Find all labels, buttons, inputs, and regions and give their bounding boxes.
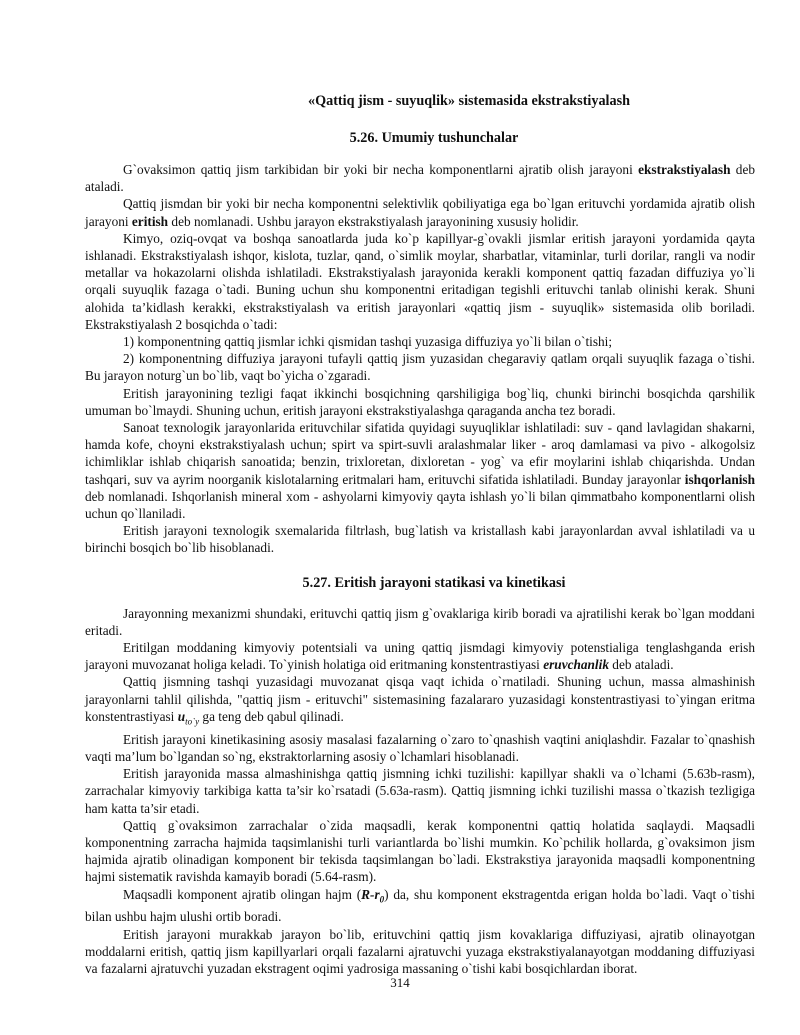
paragraph: Jarayonning mexanizmi shundaki, erituvchi qattiq jism g`ovaklariga kirib boradi va ajratilishi kerak bo`lgan moddani eritadi.	[85, 605, 755, 638]
page-content	[85, 92, 755, 977]
document-title: «Qattiq jism - suyuqlik» sistemasida ekstrakstiyalash	[307, 93, 631, 109]
text-run: G`ovaksimon qattiq jism tarkibidan bir yoki bir necha komponentlarni ajratib olish jarayoni	[123, 162, 639, 177]
text-run: Sanoat texnologik jarayonlarida erituvchilar sifatida quyidagi suyuqliklar ishlatiladi: suv - qand lavlagidan shakarni, hamda kofe, choyni ekstrakstiyalash uchun; spirt va spirt-suvli aralashmalar liker - aroq damlamasi va pivo - alkogolsiz ichimliklar ishlab chiqarish sanoatida; benzin, trixloretan, dixloretan - yog` va efir moylarini ishlab chiqarishda. Undan tashqari, suv va ayrim noorganik kislotalarning eritmalari ham, erituvchi sifatida ishlatiladi. Bunday jarayonlar	[85, 420, 755, 487]
symbol-u: u	[177, 708, 186, 724]
symbol-subscript: 0	[379, 894, 385, 905]
section-heading-5-27: 5.27. Eritish jarayoni statikasi va kinetikasi	[302, 574, 566, 591]
paragraph	[85, 419, 755, 522]
section-heading-5-26: 5.26. Umumiy tushunchalar	[349, 130, 519, 146]
page-number: 314	[390, 975, 410, 990]
paragraph: Eritish jarayonining tezligi faqat ikkinchi bosqichning qarshiligiga bog`liq, chunki birinchi bosqichda qarshilik umuman bo`lmaydi. Shuning uchun, eritish jarayoni ekstrakstiyalashga qaraganda ancha tez boradi.	[85, 385, 755, 418]
text-run: ga teng deb qabul qilinadi.	[199, 708, 344, 724]
paragraph: Eritish jarayoni kinetikasining asosiy masalasi fazalarning o`zaro to`qnashish vaqtini aniqlashdir. Fazalar to`qnashish vaqti ma’lum bo`lgandan so`ng, ekstraktorlarning asosiy o`lchamlari hisoblanadi.	[85, 731, 755, 764]
paragraph: Kimyo, oziq-ovqat va boshqa sanoatlarda juda ko`p kapillyar-g`ovakli jismlar eritish jarayoni yordamida qayta ishlanadi. Ekstrakstiyalash ishqor, kislota, tuzlar, qand, o`simlik moylar, sharbatlar, vitaminlar, turli dorilar, rangli va nodir metallar va hokazolarni olishda ishlatiladi. Ekstrakstiyalash jarayonida kerakli komponent qattiq fazadan diffuziya yo`li orqali suyuqlik fazaga o`tadi. Buning uchun shu komponentni eritadigan tegishli erituvchi tanlab olinishi kerak. Shuni alohida ta’kidlash kerakki, ekstrakstiyalash va eritish jarayonlari «qattiq jism - suyuqlik» sistemasida olib boriladi. Ekstrakstiyalash 2 bosqichda o`tadi:	[85, 230, 755, 332]
text-run: Eritilgan moddaning kimyoviy potentsiali va uning qattiq jismdagi kimyoviy potenstialiga tenglashganda erish jarayoni muvozanat holiga keladi. To`yinish holatiga oid eritmaning konstentrastiyasi	[85, 640, 755, 673]
term-bold-italic: eruvchanlik	[543, 657, 609, 673]
paragraph: Eritish jarayoni murakkab jarayon bo`lib, erituvchini qattiq jism kovaklariga diffuziyasi, ajratib olinayotgan moddalarni eritish, qattiq jism kapillyarlari orqali fazalarni ajratuvchi yuzaga ekstrakstiyalanayotgan moddaning diffuziyasi va fazalarni ajratuvchi yuzadan ekstragent oqimi yadrosiga massaning o`tishi kabi bosqichlardan iborat.	[85, 926, 755, 977]
paragraph	[85, 195, 755, 229]
term-bold: ekstrakstiyalash	[638, 162, 731, 177]
text-run: deb nomlanadi. Ishqorlanish mineral xom - ashyolarni kimyoviy qayta ishlash yo`li bilan qimmatbaho komponentlarni olish uchun qo`llaniladi.	[85, 488, 755, 522]
list-item: 1) komponentning qattiq jismlar ichki qismidan tashqi yuzasiga diffuziya yo`li bilan o`tishi;	[123, 334, 613, 350]
text-run: Qattiq jismdan bir yoki bir necha komponentni selektivlik qobiliyatiga ega bo`lgan erituvchi yordamida ajratib olish jarayoni	[85, 196, 755, 229]
text-run: deb nomlanadi. Ushbu jarayon ekstrakstiyalash jarayonining xususiy holidir.	[168, 213, 579, 229]
paragraph: Eritish jarayoni texnologik sxemalarida filtrlash, bug`latish va kristallash kabi jarayonlardan avval ishlatiladi va u birinchi bosqich bo`lib hisoblanadi.	[85, 523, 755, 556]
paragraph	[85, 673, 755, 730]
list-item: 2) komponentning diffuziya jarayoni tufayli qattiq jism yuzasidan chegaraviy qatlam orqali suyuqlik fazaga o`tishi. Bu jarayon noturg`un bo`lib, vaqt bo`yicha o`zgaradi.	[85, 351, 755, 384]
paragraph	[85, 886, 755, 926]
symbol-subscript: to`y	[185, 716, 200, 727]
paragraph	[85, 161, 755, 195]
text-run: deb ataladi.	[85, 162, 755, 195]
term-bold: ishqorlanish	[684, 471, 755, 487]
text-run: Maqsadli komponent ajratib olingan hajm (	[123, 886, 362, 902]
paragraph	[85, 639, 755, 673]
symbol-r: R-r	[361, 886, 380, 902]
text-run: deb ataladi.	[608, 657, 674, 673]
term-bold: eritish	[131, 213, 169, 229]
paragraph: Qattiq g`ovaksimon zarrachalar o`zida maqsadli, kerak komponentni qattiq holatida saqlaydi. Maqsadli komponentning zarracha hajmida taqsimlanishi turli variantlarda bo`lishi mumkin. Ko`pchilik hollarda, g`ovaksimon jism hajmida ajratib olinadigan komponent bir tekisda taqsimlangan bo`ladi. Ekstrakstiya jarayonida maqsadli komponentning hajmi sistematik ravishda kamayib boradi (5.64-rasm).	[85, 817, 755, 885]
text-run: Qattiq jismning tashqi yuzasidagi muvozanat qisqa vaqt ichida o`rnatiladi. Shuning uchun, massa almashinish jarayonlarni tahlil qilishda, "qattiq jism - erituvchi" sistemasining fazalararo yuzasidagi konstentrastiyasi to`yingan eritma konstentrastiyasi	[85, 674, 755, 724]
text-run: ) da, shu komponent ekstragentda erigan holda bo`ladi. Vaqt o`tishi bilan ushbu hajm ulushi ortib boradi.	[85, 886, 755, 925]
paragraph: Eritish jarayonida massa almashinishga qattiq jismning ichki tuzilishi: kapillyar shakli va o`lchami (5.63b-rasm), zarrachalar kimyoviy tarkibiga katta ta’sir ko`rsatadi (5.63a-rasm). Qattiq jismning ichki tuzilishi massa o`tkazish tezligiga ham katta ta’sir etadi.	[85, 766, 755, 816]
